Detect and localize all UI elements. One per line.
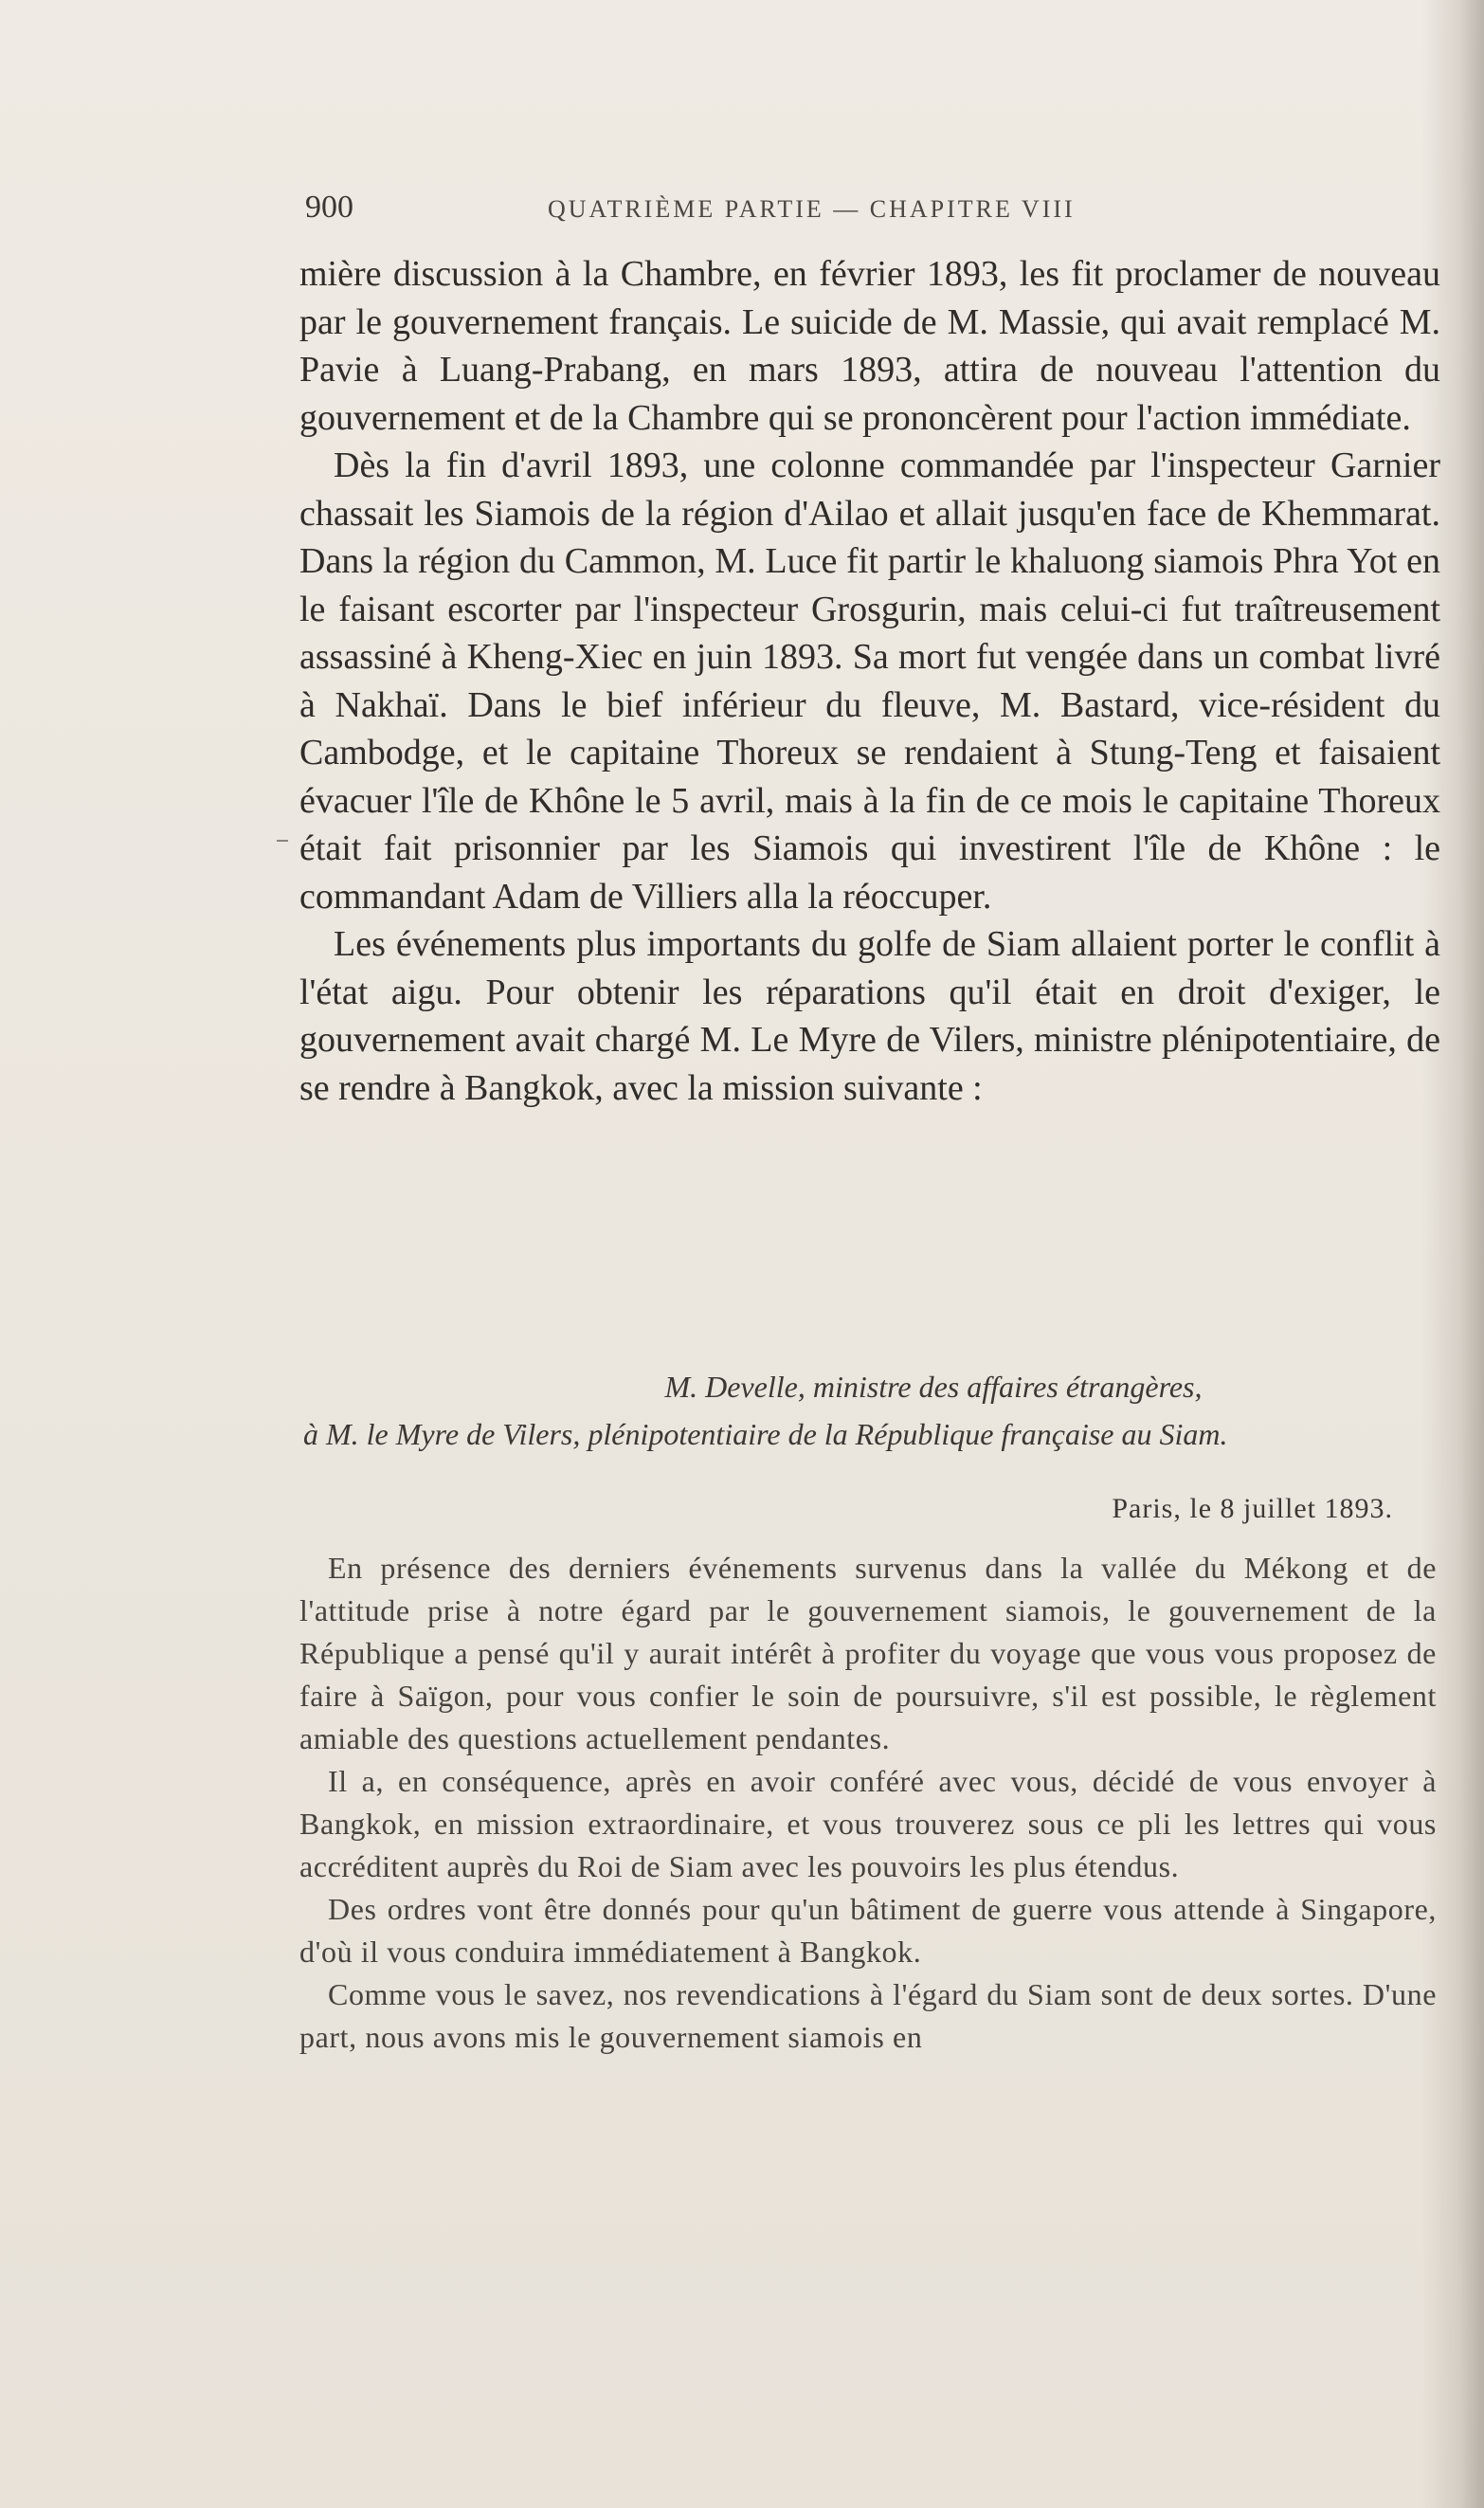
letter-paragraph: Il a, en conséquence, après en avoir conféré avec vous, décidé de vous envoyer à Bangkok, en mission extraordinaire, et vous trouverez sous ce pli les lettres qui vous accréditent auprès du Roi de Siam avec les pouvoirs les plus étendus. — [299, 1764, 1437, 1883]
letter-dateline: Paris, le 8 juillet 1893. — [1112, 1493, 1393, 1524]
letter-paragraph: Des ordres vont être donnés pour qu'un bâtiment de guerre vous attende à Singapore, d'où il vous conduira immédiatement à Bangkok. — [299, 1892, 1437, 1969]
main-text — [299, 250, 1440, 1112]
page-number: 900 — [305, 190, 353, 225]
letter-heading-sender: M. Develle, ministre des affaires étrangères, — [664, 1370, 1203, 1404]
letter-heading-recipient: à M. le Myre de Vilers, plénipotentiaire de la République française au Siam. — [303, 1417, 1228, 1451]
letter-paragraph: Comme vous le savez, nos revendications à l'égard du Siam sont de deux sortes. D'une part, nous avons mis le gouvernement siamois en — [299, 1977, 1437, 2054]
letter-heading — [303, 1363, 1440, 1458]
paragraph: mière discussion à la Chambre, en février 1893, les fit proclamer de nouveau par le gouvernement français. Le suicide de M. Massie, qui avait remplacé M. Pavie à Luang-Prabang, en mars 1893, attira de nouveau l'attention du gouvernement et de la Chambre qui se prononcèrent pour l'action immédiate. — [299, 254, 1440, 438]
margin-mark — [277, 840, 288, 842]
letter-paragraph: En présence des derniers événements survenus dans la vallée du Mékong et de l'attitude prise à notre égard par le gouvernement siamois, le gouvernement de la République a pensé qu'il y aurait intérêt à profiter du voyage que vous vous proposez de faire à Saïgon, pour vous confier le soin de poursuivre, s'il est possible, le règlement amiable des questions actuellement pendantes. — [299, 1551, 1437, 1755]
paragraph: Dès la fin d'avril 1893, une colonne commandée par l'inspecteur Garnier chassait les Siamois de la région d'Ailao et allait jusqu'en face de Khemmarat. Dans la région du Cammon, M. Luce fit partir le khaluong siamois Phra Yot en le faisant escorter par l'inspecteur Grosgurin, mais celui-ci fut traîtreusement assassiné à Kheng-Xiec en juin 1893. Sa mort fut vengée dans un combat livré à Nakhaï. Dans le bief inférieur du fleuve, M. Bastard, vice-résident du Cambodge, et le capitaine Thoreux se rendaient à Stung-Teng et faisaient évacuer l'île de Khône le 5 avril, mais à la fin de ce mois le capitaine Thoreux était fait prisonnier par les Siamois qui investirent l'île de Khône : le commandant Adam de Villiers alla la réoccuper. — [299, 445, 1440, 917]
letter-body — [299, 1547, 1437, 2059]
running-title: QUATRIÈME PARTIE — CHAPITRE VIII — [548, 195, 1076, 223]
page-header — [305, 190, 1395, 227]
paragraph: Les événements plus importants du golfe de Siam allaient porter le conflit à l'état aigu. Pour obtenir les réparations qu'il était en droit d'exiger, le gouvernement avait chargé M. Le Myre de Vilers, ministre plénipotentiaire, de se rendre à Bangkok, avec la mission suivante : — [299, 924, 1440, 1108]
